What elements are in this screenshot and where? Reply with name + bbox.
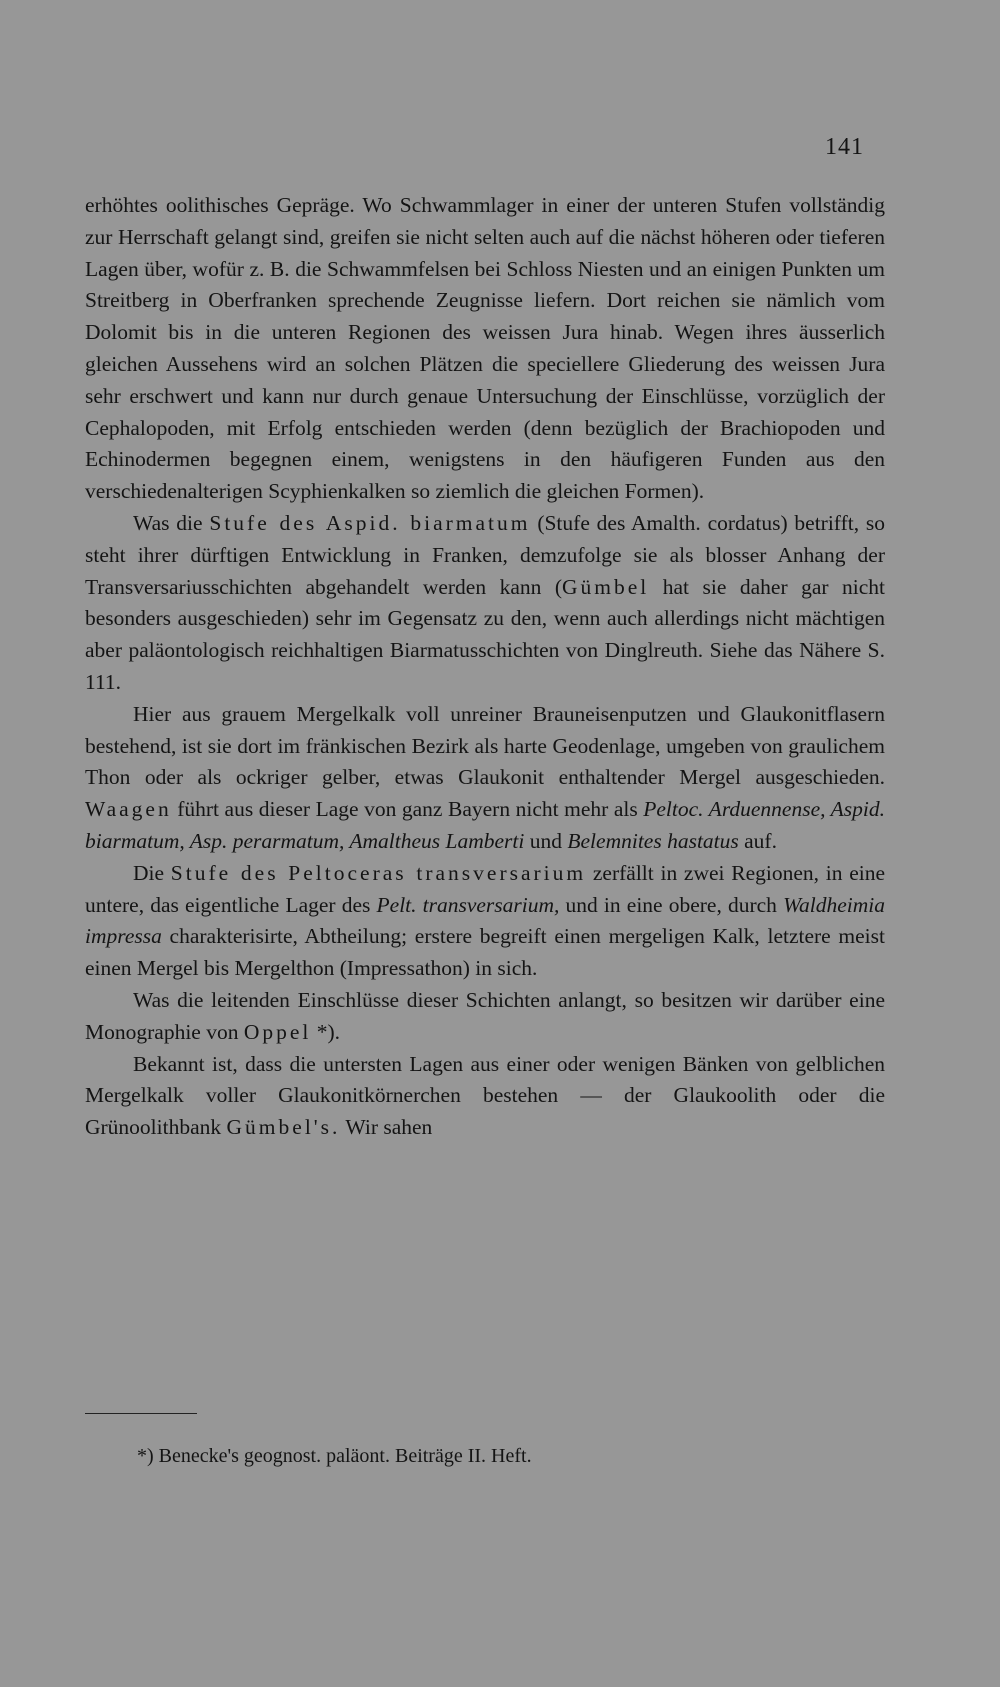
body-text xyxy=(85,190,885,1144)
text-segment: führt aus dieser Lage von ganz Bayern nicht mehr als xyxy=(171,797,644,822)
text-segment: Wir sahen xyxy=(340,1115,433,1140)
text-segment: charakterisirte, Abtheilung; erstere begreift einen mergeligen Kalk, letztere meist einen Mergel bis Mergelthon (Impressathon) in sich. xyxy=(85,924,885,981)
text-segment: und in eine obere, durch xyxy=(559,892,784,917)
paragraph xyxy=(85,985,885,1049)
text-segment: Was die leitenden Einschlüsse dieser Schichten anlangt, so besitzen wir darüber eine Monographie von xyxy=(85,987,885,1044)
spaced-text: Gümbel xyxy=(562,574,650,599)
italic-text: Peltoc. Arduennense, Aspid. biarmatum, Asp. perarmatum, Amaltheus Lamberti xyxy=(85,797,885,853)
spaced-text: Oppel xyxy=(243,1019,312,1044)
italic-text: Belemnites hastatus xyxy=(567,828,739,853)
paragraph xyxy=(85,1049,885,1144)
paragraph xyxy=(85,699,885,858)
text-segment: Hier aus grauem Mergelkalk voll unreiner Brauneisenputzen und Glaukonitflasern bestehend, ist sie dort im fränkischen Bezirk als harte Geodenlage, umgeben von graulichem Thon oder als ockriger gelber, etwas Glaukonit enthaltender Mergel ausgeschieden. xyxy=(85,701,885,790)
text-segment: und xyxy=(524,828,568,853)
text-segment: Die xyxy=(133,860,171,885)
italic-text: Waldheimia impressa xyxy=(85,892,885,949)
text-segment: zerfällt in zwei Regionen, in eine untere, das eigentliche Lager des xyxy=(85,860,886,917)
text-segment: Bekannt ist, dass die untersten Lagen aus einer oder wenigen Bänken von gelblichen Mergelkalk voller Glaukonitkörnerchen bestehen — der Glaukoolith oder die Grünoolithbank xyxy=(85,1051,885,1140)
spaced-text: Stufe des Aspid. biarmatum xyxy=(209,510,531,535)
spaced-text: Waagen xyxy=(85,797,172,822)
paragraph xyxy=(85,508,885,699)
paragraph xyxy=(85,190,885,508)
text-segment: (Stufe des Amalth. cordatus) betrifft, so steht ihrer dürftigen Entwicklung in Franken, demzufolge sie als blosser Anhang der Transversariusschichten abgehandelt werden kann ( xyxy=(85,510,886,599)
spaced-text: Stufe des Peltoceras transversarium xyxy=(170,860,587,885)
footnote-rule xyxy=(85,1413,197,1414)
text-segment: Was die xyxy=(133,510,210,535)
text-segment: hat sie daher gar nicht besonders ausgeschieden) sehr im Gegensatz zu den, wenn auch allerdings nicht mächtigen aber paläontologisch reichhaltigen Biarmatusschichten von Dinglreuth. Siehe das Nähere S. 111. xyxy=(85,574,885,694)
paragraph xyxy=(85,858,885,985)
text-segment: erhöhtes oolithisches Gepräge. Wo Schwammlager in einer der unteren Stufen vollständig zur Herrschaft gelangt sind, greifen sie nicht selten auch auf die nächst höheren oder tieferen Lagen über, wofür z. B. die Schwammfelsen bei Schloss Niesten und an einigen Punkten um Streitberg in Oberfranken sprechende Zeugnisse liefern. Dort reichen sie nämlich vom Dolomit bis in die unteren Regionen des weissen Jura hinab. Wegen ihres äusserlich gleichen Aussehens wird an solchen Plätzen die speciellere Gliederung des weissen Jura sehr erschwert und kann nur durch genaue Untersuchung der Einschlüsse, vorzüglich der Cephalopoden, mit Erfolg entschieden werden (denn bezüglich der Brachiopoden und Echinodermen begegnen einem, wenigstens in den häufigeren Funden aus den verschiedenalterigen Scyphienkalken so ziemlich die gleichen Formen). xyxy=(85,193,885,504)
text-segment: auf. xyxy=(738,828,777,853)
text-segment: *). xyxy=(311,1019,341,1044)
footnote: *) Benecke's geognost. paläont. Beiträge II. Heft. xyxy=(137,1445,532,1467)
italic-text: Pelt. transversarium, xyxy=(376,892,560,917)
page-number: 141 xyxy=(825,134,864,160)
spaced-text: Gümbel's. xyxy=(226,1115,341,1140)
